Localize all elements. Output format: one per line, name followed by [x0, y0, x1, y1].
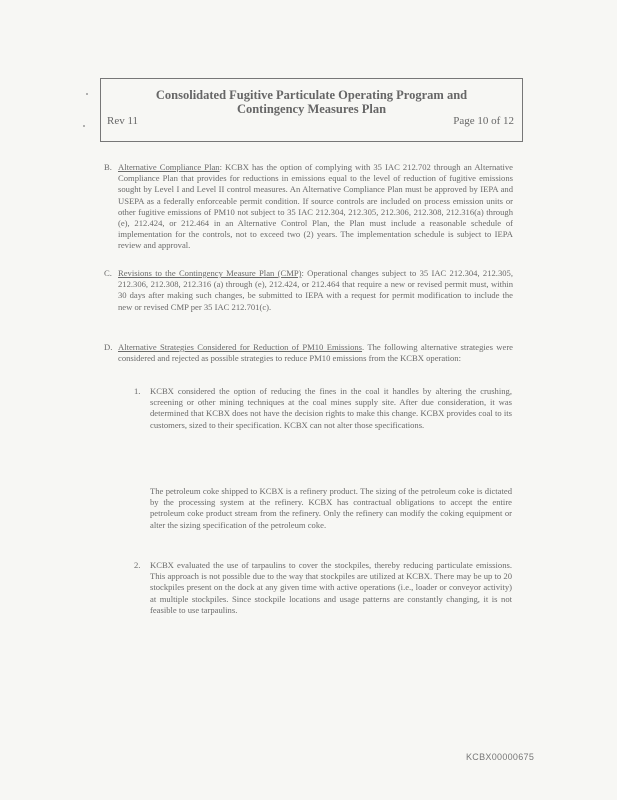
- section-c: [104, 268, 513, 313]
- list-item-number: 2.: [134, 560, 141, 570]
- section-d: [104, 342, 513, 364]
- section-letter: B.: [104, 162, 112, 172]
- revision-label: Rev 11: [107, 115, 139, 127]
- scan-speck: [86, 93, 88, 95]
- list-item: [134, 386, 512, 431]
- page-number: Page 10 of 12: [453, 115, 514, 127]
- section-heading: Alternative Compliance Plan: [118, 162, 220, 172]
- list-item: [134, 560, 512, 616]
- bates-number: KCBX00000675: [466, 752, 535, 762]
- list-item-number: 1.: [134, 386, 141, 396]
- scan-speck: [83, 125, 85, 127]
- section-body: : Operational changes subject to 35 IAC 212.304, 212.305, 212.306, 212.308, 212.316 (a) through (e), 212.424, or 212.464 that require a new or revised permit must, within 30 days after making such changes, be submitted to IEPA with a request for permit modification to include the new or revised CMP per 35 IAC 212.701(c).: [118, 268, 513, 312]
- section-body: : KCBX has the option of complying with 35 IAC 212.702 through an Alternative Compliance Plan that provides for reductions in emissions equal to the level of reduction of fugitive emissions sought by Level I and Level II control measures. An Alternative Compliance Plan must be approved by IEPA and USEPA as a federally enforceable permit condition. If source controls are included on process emission units or other fugitive emissions of PM10 not subject to 35 IAC 212.304, 212.305, 212.306, 212.308, 212.316(a) through (e), 212.424, or 212.464 in an Alternative Control Plan, the Plan must include a reasonable schedule of implementation for the controls, not to exceed two (2) years. The implementation schedule is subject to IEPA review and approval.: [118, 162, 514, 251]
- list-item-text: KCBX considered the option of reducing the fines in the coal it handles by altering the crushing, screening or other mining techniques at the coal mines supply site. After due consideration, it was determined that KCBX does not have the decision rights to make this change. KCBX provides coal to its customers, sized to their specification. KCBX can not alter those specifications.: [150, 386, 512, 430]
- section-letter: C.: [104, 268, 112, 278]
- section-body: . The following alternative strategies were considered and rejected as possible strategies to reduce PM10 emissions from the KCBX operation:: [118, 342, 513, 364]
- section-b: [104, 162, 514, 252]
- section-heading: Alternative Strategies Considered for Reduction of PM10 Emissions: [118, 342, 363, 352]
- section-heading: Revisions to the Contingency Measure Plan (CMP): [118, 268, 302, 278]
- section-letter: D.: [104, 342, 113, 352]
- document-title: Consolidated Fugitive Particulate Operating Program and Contingency Measures Plan: [155, 88, 468, 116]
- list-item-followup: The petroleum coke shipped to KCBX is a refinery product. The sizing of the petroleum coke is dictated by the processing system at the refinery. KCBX has contractual obligations to accept the entire petroleum coke product stream from the refinery. Only the refinery can modify the coking equipment or alter the sizing specification of the petroleum coke.: [150, 486, 512, 530]
- list-item-text: KCBX evaluated the use of tarpaulins to cover the stockpiles, thereby reducing particulate emissions. This approach is not possible due to the way that stockpiles are utilized at KCBX. There may be up to 20 stockpiles present on the dock at any given time with active operations (i.e., loader or conveyor activity) at multiple stockpiles. Since stockpile locations and usage patterns are constantly changing, it is not feasible to use tarpaulins.: [150, 560, 512, 615]
- document-header: [100, 78, 523, 142]
